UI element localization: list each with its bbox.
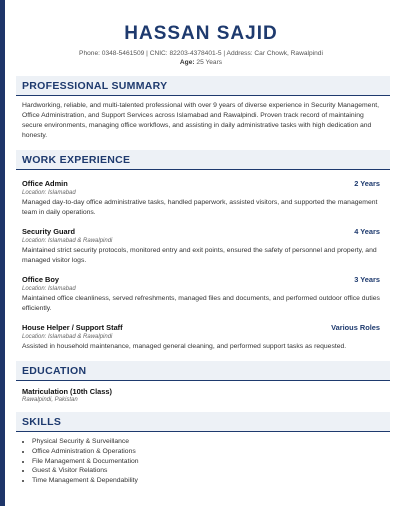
resume-page [12,0,390,486]
skill-item: • Time Management & Dependability [32,476,390,486]
section-heading-summary: PROFESSIONAL SUMMARY [16,76,390,96]
section-heading-education: EDUCATION [16,361,390,381]
left-accent-bar [0,0,5,506]
age-value: 25 Years [196,59,223,66]
skills-section [12,412,390,486]
education-degree: Matriculation (10th Class) [22,387,112,396]
job-title: Security Guard [22,227,75,236]
job-description: Maintained office cleanliness, served refreshments, managed files and documents, and performed outdoor office duties efficiently. [22,295,380,312]
job-description: Maintained strict security protocols, monitored entry and exit points, ensured the safety of personnel and property, and managed visitor logs. [22,247,377,264]
section-heading-experience: WORK EXPERIENCE [16,150,390,170]
job-duration: 3 Years [354,275,380,284]
job-duration: 4 Years [354,227,380,236]
experience-section [12,150,390,352]
skill-item: • Physical Security & Surveillance [32,437,390,447]
contact-info: Phone: 0348-5461509 | CNIC: 82203-4378401-5 | Address: Car Chowk, Rawalpindi [79,50,323,57]
job-location: Location: Islamabad [22,190,76,196]
job-title: House Helper / Support Staff [22,323,123,332]
skill-item: • Office Administration & Operations [32,447,390,457]
education-section [12,361,390,403]
job-entry [22,323,380,352]
skills-list [12,437,390,486]
summary-text: Hardworking, reliable, and multi-talented professional with over 9 years of diverse experience in Security Management, Office Administration, and Support Services across Islamabad and Rawalpindi. Proven track record of maintaining secure environments, managing office workflows, and assisting in daily administrative tasks with high dedication and honesty. [22,102,380,139]
job-entry [22,227,380,266]
age-label: Age: [179,59,195,66]
job-location: Location: Islamabad [22,286,76,292]
job-description: Assisted in household maintenance, managed general cleaning, and performed support tasks as requested. [22,343,347,350]
job-title: Office Admin [22,179,68,188]
job-description: Managed day-to-day office administrative tasks, handled paperwork, assisted visitors, and supported the management team in daily operations. [22,199,378,216]
job-entry [22,179,380,218]
job-duration: 2 Years [354,179,380,188]
skill-item: • Guest & Visitor Relations [32,466,390,476]
job-title: Office Boy [22,275,59,284]
job-location: Location: Islamabad & Rawalpindi [22,238,113,244]
section-heading-skills: SKILLS [16,412,390,432]
job-duration: Various Roles [331,323,380,332]
education-location: Rawalpindi, Pakistan [22,397,78,403]
job-entry [22,275,380,314]
age-line [12,58,390,67]
skill-item: • File Management & Documentation [32,457,390,467]
candidate-name: HASSAN SAJID [124,23,278,44]
summary-section [12,76,390,141]
job-location: Location: Islamabad & Rawalpindi [22,334,113,340]
